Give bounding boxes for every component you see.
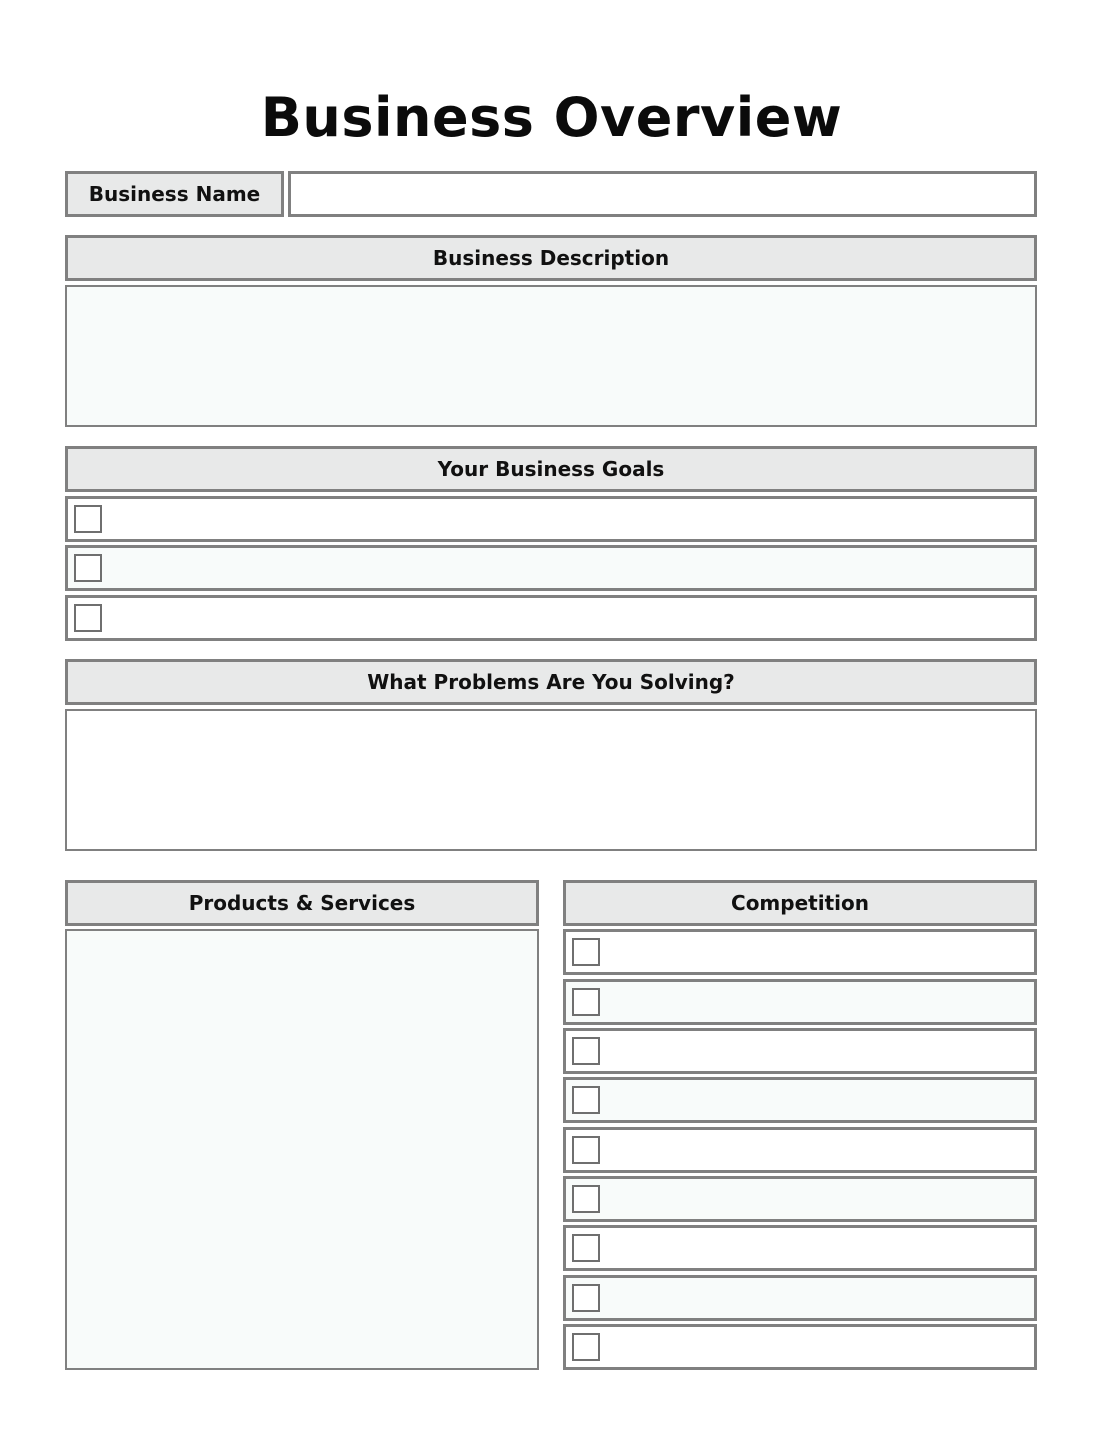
goal-checkbox[interactable] — [74, 554, 102, 582]
business-name-field[interactable] — [288, 171, 1037, 217]
competition-checkbox[interactable] — [572, 988, 600, 1016]
goal-row[interactable] — [65, 545, 1037, 591]
competition-checkbox[interactable] — [572, 1185, 600, 1213]
goal-row[interactable] — [65, 595, 1037, 641]
business-description-field[interactable] — [65, 285, 1037, 427]
business-name-label: Business Name — [65, 171, 284, 217]
competition-row[interactable] — [563, 1275, 1037, 1321]
competition-checkbox[interactable] — [572, 938, 600, 966]
competition-checkbox[interactable] — [572, 1086, 600, 1114]
competition-checkbox[interactable] — [572, 1136, 600, 1164]
competition-row[interactable] — [563, 979, 1037, 1025]
competition-row[interactable] — [563, 1028, 1037, 1074]
competition-row[interactable] — [563, 1127, 1037, 1173]
competition-row[interactable] — [563, 1225, 1037, 1271]
problems-heading: What Problems Are You Solving? — [65, 659, 1037, 705]
competition-row[interactable] — [563, 929, 1037, 975]
competition-checkbox[interactable] — [572, 1333, 600, 1361]
problems-field[interactable] — [65, 709, 1037, 851]
competition-row[interactable] — [563, 1324, 1037, 1370]
products-services-field[interactable] — [65, 929, 539, 1370]
competition-checkbox[interactable] — [572, 1234, 600, 1262]
goal-checkbox[interactable] — [74, 505, 102, 533]
competition-checkbox[interactable] — [572, 1037, 600, 1065]
page-title: Business Overview — [260, 86, 843, 149]
goal-row[interactable] — [65, 496, 1037, 542]
competition-row[interactable] — [563, 1077, 1037, 1123]
goal-checkbox[interactable] — [74, 604, 102, 632]
competition-checkbox[interactable] — [572, 1284, 600, 1312]
competition-heading: Competition — [563, 880, 1037, 926]
business-goals-heading: Your Business Goals — [65, 446, 1037, 492]
products-services-heading: Products & Services — [65, 880, 539, 926]
competition-row[interactable] — [563, 1176, 1037, 1222]
business-description-heading: Business Description — [65, 235, 1037, 281]
